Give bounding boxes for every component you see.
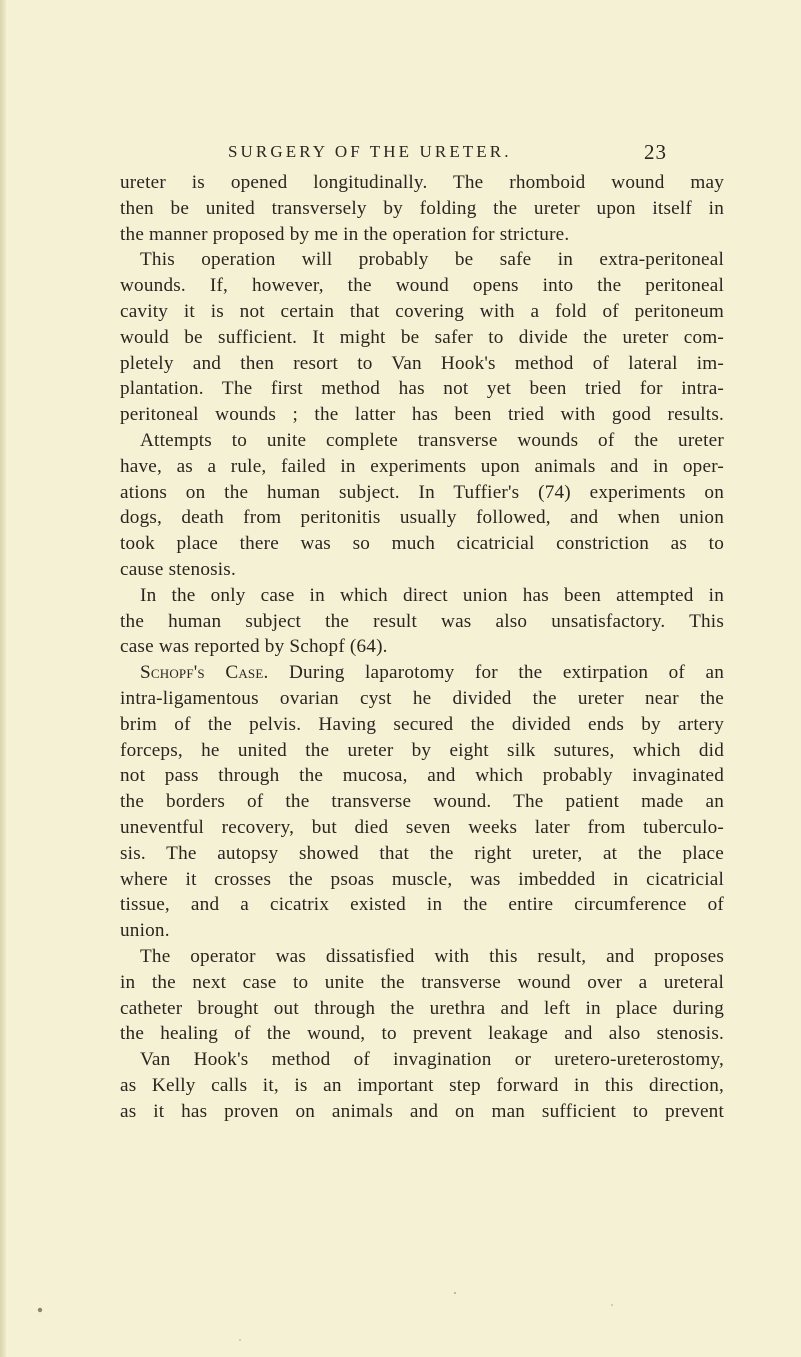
text-line: then be united transversely by folding the ureter upon itself in	[120, 197, 724, 219]
text-line: cavity it is not certain that covering with a fold of peritoneum	[120, 300, 724, 322]
text-line: catheter brought out through the urethra and left in place during	[120, 997, 724, 1019]
text-line: pletely and then resort to Van Hook's method of lateral im-	[120, 352, 724, 374]
text-line: brim of the pelvis. Having secured the divided ends by artery	[120, 713, 724, 735]
text-line: sis. The autopsy showed that the right ureter, at the place	[120, 842, 724, 864]
text-line: case was reported by Schopf (64).	[120, 636, 388, 658]
page-number: 23	[644, 140, 667, 164]
text-line: cause stenosis.	[120, 558, 236, 580]
text-line: plantation. The first method has not yet been tried for intra-	[120, 378, 724, 400]
text-line: intra-ligamentous ovarian cyst he divided the ureter near the	[120, 687, 724, 709]
paper-speck	[611, 1304, 613, 1306]
paper-speck	[454, 1292, 456, 1294]
text-line: forceps, he united the ureter by eight silk sutures, which did	[120, 739, 724, 761]
text-line: as it has proven on animals and on man sufficient to prevent	[120, 1100, 724, 1122]
text-line: not pass through the mucosa, and which probably invaginated	[120, 765, 724, 787]
text-line: The operator was dissatisfied with this result, and proposes	[140, 945, 724, 967]
text-line: This operation will probably be safe in extra-peritoneal	[140, 249, 724, 271]
text-line: Van Hook's method of invagination or uretero-ureterostomy,	[140, 1049, 724, 1071]
text-line: in the next case to unite the transverse wound over a ureteral	[120, 971, 724, 993]
text-line: the healing of the wound, to prevent leakage and also stenosis.	[120, 1023, 724, 1045]
text-line: would be sufficient. It might be safer to divide the ureter com-	[120, 326, 724, 348]
text-line: as Kelly calls it, is an important step forward in this direction,	[120, 1074, 724, 1096]
text-line: uneventful recovery, but died seven weeks later from tuberculo-	[120, 816, 724, 838]
text-line: ations on the human subject. In Tuffier's (74) experiments on	[120, 481, 724, 503]
text-line-content: During laparotomy for the extirpation of an	[288, 662, 724, 684]
text-line: have, as a rule, failed in experiments upon animals and in oper-	[120, 455, 724, 477]
text-line: the borders of the transverse wound. The patient made an	[120, 791, 724, 813]
text-line: peritoneal wounds ; the latter has been tried with good results.	[120, 404, 724, 426]
text-line: took place there was so much cicatricial constriction as to	[120, 533, 724, 555]
text-line: tissue, and a cicatrix existed in the entire circumference of	[120, 894, 724, 916]
text-line: Attempts to unite complete transverse wounds of the ureter	[140, 429, 724, 451]
text-line: where it crosses the psoas muscle, was imbedded in cicatricial	[120, 868, 724, 890]
text-line: the human subject the result was also unsatisfactory. This	[120, 610, 724, 632]
text-line: In the only case in which direct union has been attempted in	[140, 584, 724, 606]
text-line: wounds. If, however, the wound opens into the peritoneal	[120, 275, 724, 297]
paper-speck	[239, 1339, 241, 1341]
text-line: the manner proposed by me in the operation for stricture.	[120, 223, 570, 245]
text-line: union.	[120, 920, 170, 942]
text-line: ureter is opened longitudinally. The rhomboid wound may	[120, 172, 724, 193]
case-heading: Schopf's Case.	[140, 662, 269, 684]
text-line: dogs, death from peritonitis usually followed, and when union	[120, 507, 724, 529]
running-title: SURGERY OF THE URETER.	[228, 142, 512, 161]
paper-speck	[38, 1308, 42, 1312]
